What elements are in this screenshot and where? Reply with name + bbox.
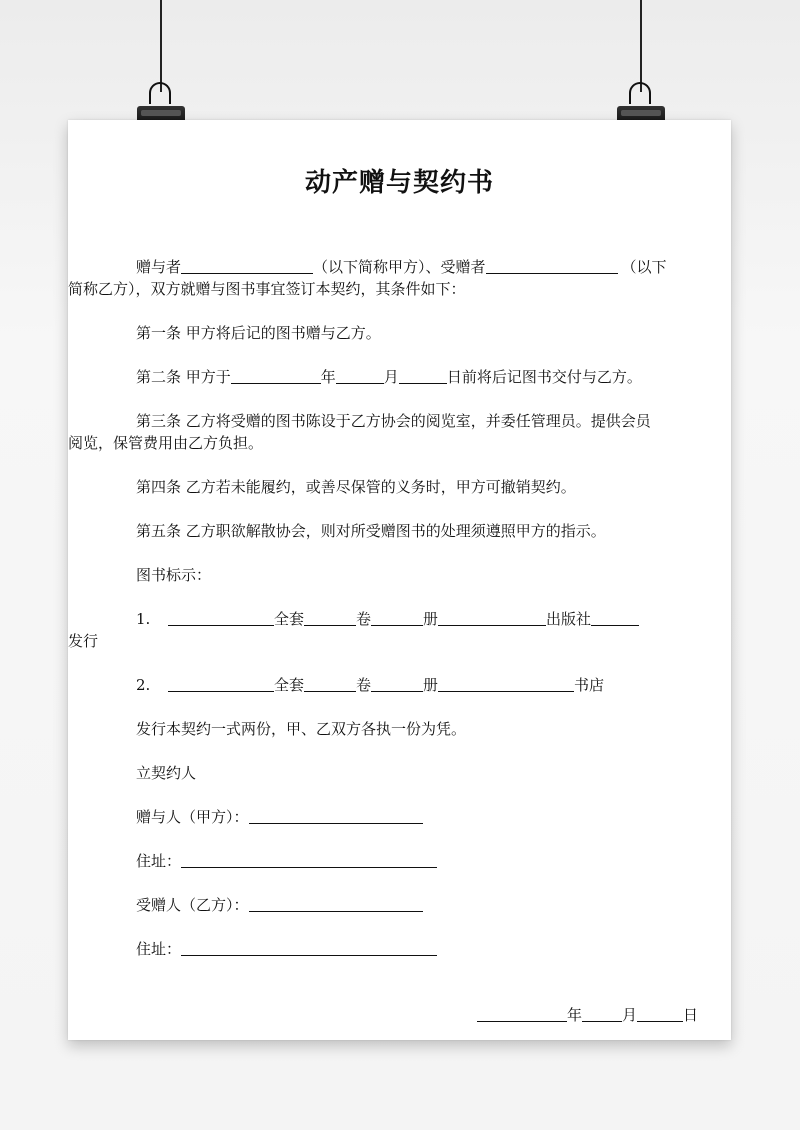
bookstore-label: 书店 bbox=[574, 676, 605, 694]
book-item-1 bbox=[136, 608, 701, 630]
document-page bbox=[68, 120, 731, 1040]
sign-year-label: 年 bbox=[566, 1006, 582, 1024]
publisher-extra-blank[interactable] bbox=[591, 610, 639, 626]
book-item-2 bbox=[136, 674, 701, 696]
recipient-signature-label: 受赠人（乙方）： bbox=[136, 896, 249, 914]
donor-signature-label: 赠与人（甲方）： bbox=[136, 808, 249, 826]
set-label: 全套 bbox=[274, 610, 305, 628]
recipient-signature-blank[interactable] bbox=[249, 896, 423, 912]
volume-label: 卷 bbox=[356, 676, 372, 694]
sign-month-label: 月 bbox=[621, 1006, 637, 1024]
donor-note: （以下简称甲方）、受赠者 bbox=[313, 258, 486, 276]
article-2 bbox=[136, 366, 701, 388]
donor-address-label: 住址： bbox=[136, 852, 182, 870]
intro-line-1 bbox=[136, 256, 701, 278]
item-number: 1. bbox=[136, 610, 151, 628]
book-title-blank[interactable] bbox=[168, 676, 274, 692]
recipient-note: （以下 bbox=[621, 258, 667, 276]
article-4: 第四条 乙方若未能履约，或善尽保管的义务时，甲方可撤销契约。 bbox=[136, 478, 576, 496]
donor-blank[interactable] bbox=[181, 258, 313, 274]
book-count-label: 册 bbox=[423, 676, 439, 694]
document-title: 动产赠与契约书 bbox=[304, 168, 494, 198]
delivery-day-blank[interactable] bbox=[399, 368, 447, 384]
books-heading: 图书标示： bbox=[136, 566, 212, 584]
delivery-year-blank[interactable] bbox=[231, 368, 321, 384]
book-title-blank[interactable] bbox=[168, 610, 274, 626]
article-1: 第一条 甲方将后记的图书赠与乙方。 bbox=[136, 324, 381, 342]
article-2-suffix: 日前将后记图书交付与乙方。 bbox=[446, 368, 642, 386]
donor-address-blank[interactable] bbox=[181, 852, 437, 868]
signing-date bbox=[136, 1004, 698, 1026]
book-item-1-issue: 发行 bbox=[68, 632, 99, 650]
hanging-wire-left bbox=[160, 0, 162, 92]
volume-label: 卷 bbox=[356, 610, 372, 628]
donor-signature-blank[interactable] bbox=[249, 808, 423, 824]
recipient-blank[interactable] bbox=[486, 258, 618, 274]
article-5: 第五条 乙方职欲解散协会，则对所受赠图书的处理须遵照甲方的指示。 bbox=[136, 522, 606, 540]
sign-month-blank[interactable] bbox=[582, 1006, 622, 1022]
donor-address-line bbox=[136, 850, 701, 872]
publisher-blank[interactable] bbox=[438, 610, 546, 626]
book-count-label: 册 bbox=[423, 610, 439, 628]
recipient-address-blank[interactable] bbox=[181, 940, 437, 956]
intro-line-2: 简称乙方），双方就赠与图书事宜签订本契约，其条件如下： bbox=[68, 280, 466, 298]
set-count-blank[interactable] bbox=[304, 676, 356, 692]
closing-statement: 发行本契约一式两份，甲、乙双方各执一份为凭。 bbox=[136, 720, 467, 738]
donor-label: 赠与者 bbox=[136, 258, 182, 276]
article-2-prefix: 第二条 甲方于 bbox=[136, 368, 231, 386]
donor-signature-line bbox=[136, 806, 701, 828]
month-label: 月 bbox=[383, 368, 399, 386]
sign-day-label: 日 bbox=[682, 1006, 698, 1024]
recipient-signature-line bbox=[136, 894, 701, 916]
article-3-line-2: 阅览，保管费用由乙方负担。 bbox=[68, 434, 264, 452]
recipient-address-label: 住址： bbox=[136, 940, 182, 958]
sign-day-blank[interactable] bbox=[637, 1006, 683, 1022]
recipient-address-line bbox=[136, 938, 701, 960]
bookstore-blank[interactable] bbox=[438, 676, 574, 692]
item-number: 2. bbox=[136, 676, 151, 694]
volume-count-blank[interactable] bbox=[371, 676, 423, 692]
publisher-label: 出版社 bbox=[546, 610, 592, 628]
delivery-month-blank[interactable] bbox=[336, 368, 384, 384]
volume-count-blank[interactable] bbox=[371, 610, 423, 626]
year-label: 年 bbox=[320, 368, 336, 386]
set-count-blank[interactable] bbox=[304, 610, 356, 626]
hanging-wire-right bbox=[640, 0, 642, 92]
set-label: 全套 bbox=[274, 676, 305, 694]
signatures-heading: 立契约人 bbox=[136, 764, 197, 782]
sign-year-blank[interactable] bbox=[477, 1006, 567, 1022]
article-3-line-1: 第三条 乙方将受赠的图书陈设于乙方协会的阅览室，并委任管理员。提供会员 bbox=[136, 412, 651, 430]
